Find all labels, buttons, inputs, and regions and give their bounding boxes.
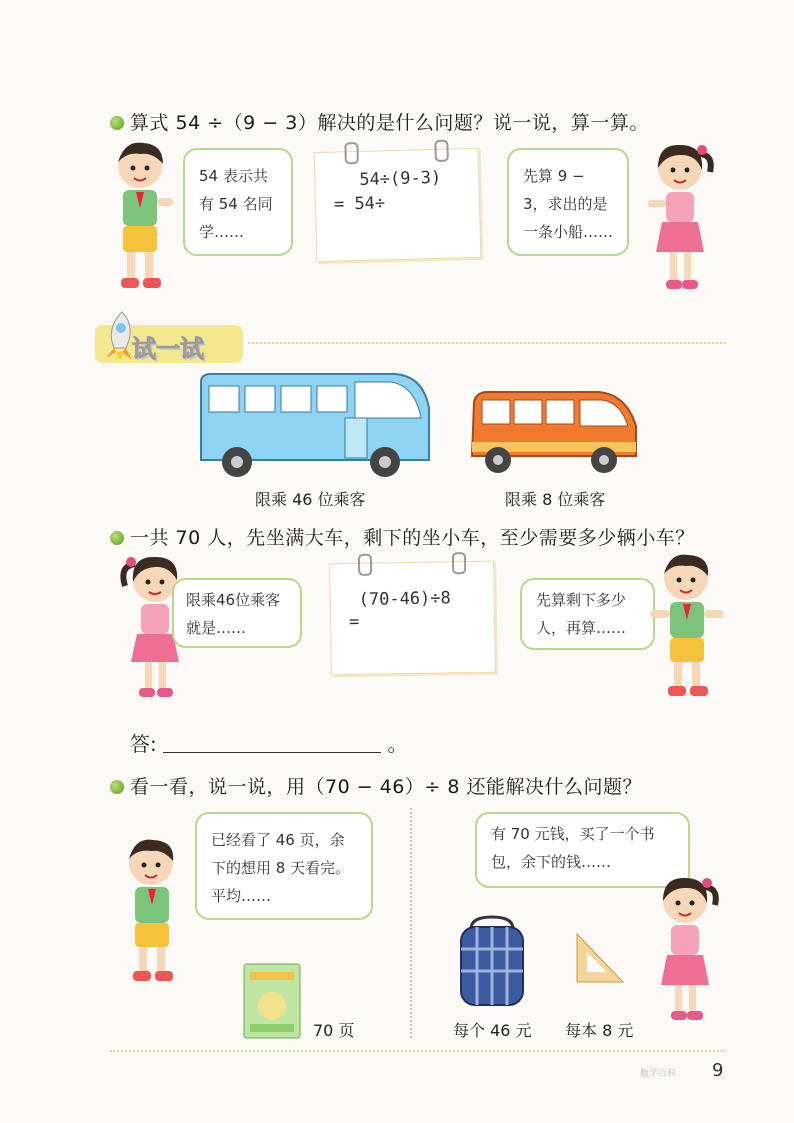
note-line-1: 54÷(9-3): [359, 167, 442, 190]
big-bus-illustration: [195, 368, 435, 480]
boy-illustration-3: [115, 835, 190, 985]
question-2-text: 一共 70 人，先坐满大车，剩下的坐小车，至少需要多少辆小车？: [130, 527, 695, 549]
section-divider: [248, 342, 726, 344]
right-speech-bubble: 有 70 元钱，买了一个书包，余下的钱……: [475, 812, 690, 888]
girl-illustration-3: [645, 873, 723, 1025]
question-1: [110, 108, 649, 135]
book-caption: 70 页: [313, 1021, 355, 1040]
big-bus-caption: 限乘 46 位乘客: [255, 490, 366, 509]
bullet-icon: [110, 531, 124, 545]
calculation-note: [314, 148, 482, 262]
answer-blank[interactable]: [163, 734, 381, 753]
boy-illustration-2: [650, 550, 730, 702]
try-title: 试一试: [132, 335, 204, 363]
footer-small-text: 数学百科: [640, 1069, 677, 1079]
backpack-caption: 每个 46 元: [453, 1021, 532, 1040]
left-speech-bubble: 已经看了 46 页，余下的想用 8 天看完。平均……: [195, 812, 373, 920]
small-bus-illustration: [468, 388, 643, 476]
footer-divider: [110, 1050, 726, 1052]
ruler-illustration: [575, 932, 625, 984]
question-1-text: 算式 54 ÷（9 − 3）解决的是什么问题？说一说，算一算。: [130, 112, 649, 134]
girl-speech-bubble: 先算 9 − 3，求出的是一条小船……: [507, 148, 629, 256]
girl-speech-bubble-2: 限乘46位乘客就是……: [172, 578, 302, 648]
small-bus-caption: 限乘 8 位乘客: [505, 490, 606, 509]
bullet-icon: [110, 780, 124, 794]
question-3: [110, 772, 642, 799]
backpack-illustration: [455, 915, 530, 1007]
clip-icon: [344, 142, 359, 164]
ruler-caption: 每本 8 元: [565, 1021, 634, 1040]
note-line-2: = 54÷: [333, 193, 386, 215]
clip-icon: [434, 140, 449, 162]
page-number: 9: [712, 1060, 724, 1081]
bullet-icon: [110, 116, 124, 130]
boy-illustration: [105, 138, 175, 298]
question-3-text: 看一看，说一说，用（70 − 46）÷ 8 还能解决什么问题？: [130, 776, 642, 798]
clip-icon: [452, 552, 466, 574]
boy-speech-bubble: 54 表示共有 54 名同学……: [183, 148, 293, 256]
answer-line: [130, 728, 407, 757]
clip-icon: [358, 554, 372, 576]
question-2: [110, 523, 695, 550]
boy-speech-bubble-2: 先算剩下多少人，再算……: [520, 578, 655, 650]
answer-label: 答:: [130, 732, 157, 756]
column-divider: [410, 808, 412, 1038]
calculation-note-2: [329, 561, 496, 676]
note-2-line-1: (70-46)÷8: [358, 588, 451, 610]
answer-end: 。: [387, 732, 408, 756]
book-illustration: [242, 962, 304, 1042]
note-2-line-2: =: [348, 611, 360, 633]
girl-illustration: [640, 140, 720, 296]
